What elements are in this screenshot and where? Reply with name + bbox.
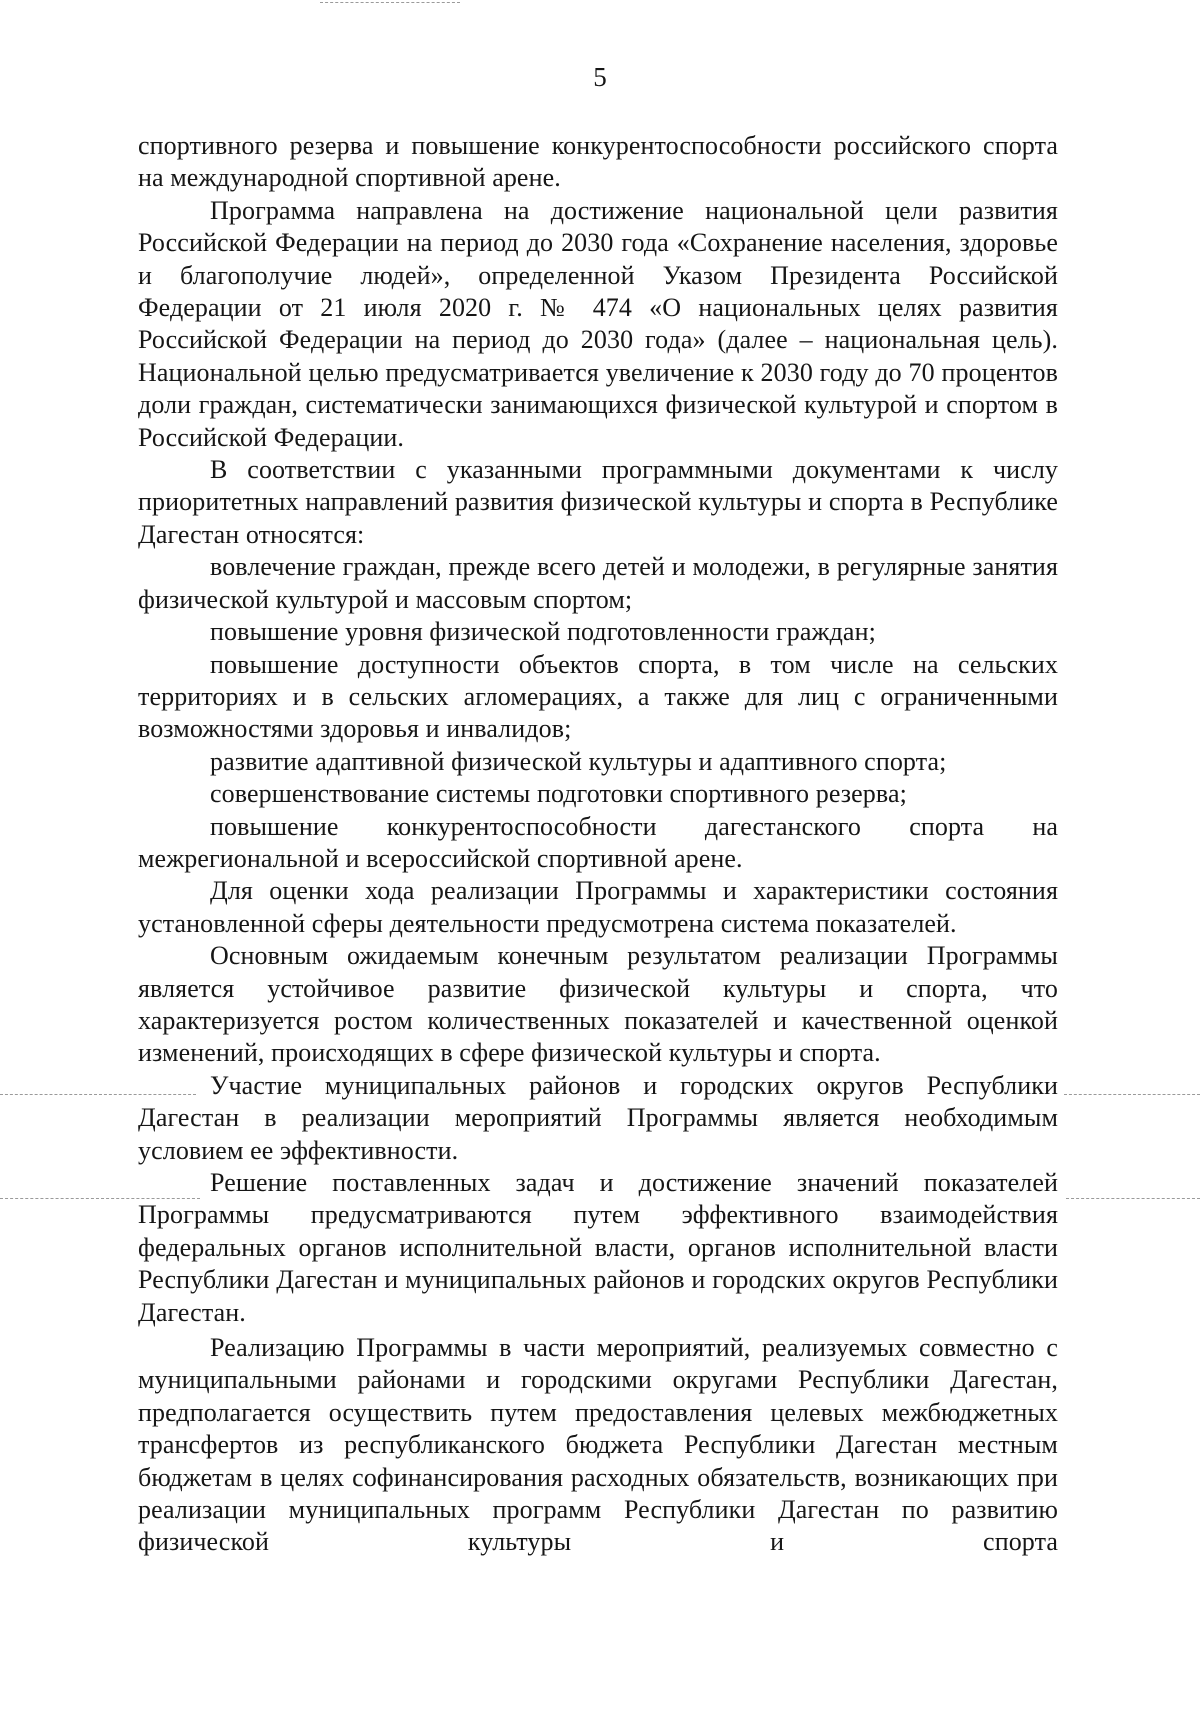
paragraph-6: Участие муниципальных районов и городских округов Республики Дагестан в реализации мероприятий Программы является необходимым условием ее эффективности. <box>138 1070 1058 1165</box>
paragraph-5: Основным ожидаемым конечным результатом реализации Программы является устойчивое развитие физической культуры и спорта, что характеризуется ростом количественных показателей и качественной оценкой изменений, происходящих в сфере физической культуры и спорта. <box>138 941 1058 1068</box>
paragraph-1: спортивного резерва и повышение конкурентоспособности российского спорта на международной спортивной арене. <box>138 131 1058 193</box>
list-item-5: совершенствование системы подготовки спортивного резерва; <box>210 779 907 809</box>
list-item-3: повышение доступности объектов спорта, в том числе на сельских территориях и в сельских агломерациях, а также для лиц с ограниченными возможностями здоровья и инвалидов; <box>138 649 1058 744</box>
list-item-1: вовлечение граждан, прежде всего детей и молодежи, в регулярные занятия физической культурой и массовым спортом; <box>138 552 1058 614</box>
scan-artifact-line-4 <box>1066 1198 1200 1199</box>
paragraph-7: Решение поставленных задач и достижение значений показателей Программы предусматриваются путем эффективного взаимодействия федеральных органов исполнительной власти, органов исполнительной власти Республики Дагестан и муниципальных районов и городских округов Республики Дагестан. <box>138 1168 1058 1327</box>
page-number: 5 <box>593 62 607 92</box>
paragraph-3: В соответствии с указанными программными документами к числу приоритетных направлений развития физической культуры и спорта в Республике Дагестан относятся: <box>138 455 1058 549</box>
list-item-6: повышение конкурентоспособности дагестанского спорта на межрегиональной и всероссийской спортивной арене. <box>138 811 1058 873</box>
paragraph-2: Программа направлена на достижение национальной цели развития Российской Федерации на период до 2030 года «Сохранение населения, здоровье и благополучие людей», определенной Указом Президента Российской Федерации от 21 июля 2020 г. № 474 «О национальных целях развития Российской Федерации на период до 2030 года» (далее – национальная цель). Национальной целью предусматривается увеличение к 2030 году до 70 процентов доли граждан, систематически занимающихся физической культурой и спортом в Российской Федерации. <box>138 195 1058 452</box>
paragraph-8: Реализацию Программы в части мероприятий, реализуемых совместно с муниципальными районами и городскими округами Республики Дагестан, предполагается осуществить путем предоставления целевых межбюджетных трансфертов из республиканского бюджета Республики Дагестан местным бюджетам в целях софинансирования расходных обязательств, возникающих при реализации муниципальных программ Республики Дагестан по развитию физической культуры и спорта <box>138 1333 1058 1557</box>
list-item-2: повышение уровня физической подготовленности граждан; <box>210 617 876 647</box>
document-body <box>138 130 1058 1559</box>
paragraph-4: Для оценки хода реализации Программы и характеристики состояния установленной сферы деятельности предусмотрена система показателей. <box>138 876 1058 938</box>
list-item-4: развитие адаптивной физической культуры и адаптивного спорта; <box>210 746 947 776</box>
scan-artifact-top <box>320 2 460 3</box>
scan-artifact-line-2 <box>1064 1094 1200 1095</box>
